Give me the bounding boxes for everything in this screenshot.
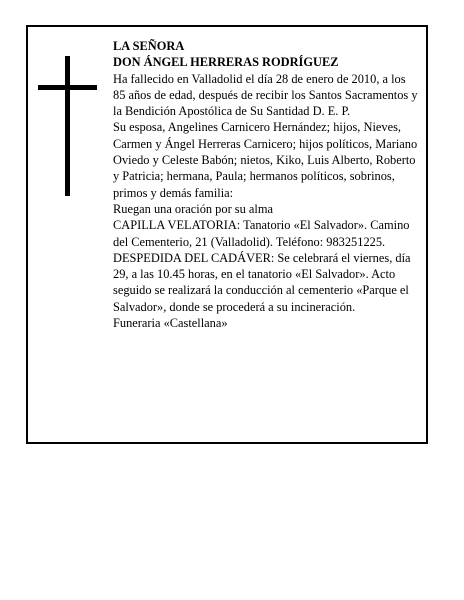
family-list: Su esposa, Angelines Carnicero Hernández; hijos, Nieves, Carmen y Ángel Herreras Carnicero; hijos políticos, Mariano Oviedo y Celeste Babón; nietos, Kiko, Luis Alberto, Roberto y Patricia; hermana, Paula; hermanos políticos, sobrinos, primos y demás familia: [113,120,418,200]
death-notice: Ha fallecido en Valladolid el día 28 de enero de 2010, a los 85 años de edad, después de recibir los Santos Sacramentos y la Bendición Apostólica de Su Santidad D. E. P. [113,71,418,119]
title-line-1: LA SEÑORA [113,39,185,53]
cross-vertical-bar [65,56,70,196]
prayer-request: Ruegan una oración por su alma [113,201,273,216]
cross-horizontal-bar [38,85,97,90]
obituary-text [113,38,421,331]
funeral-home: Funeraria «Castellana» [113,316,228,331]
chapel-info: CAPILLA VELATORIA: Tanatorio «El Salvador». Camino del Cementerio, 21 (Valladolid). Teléfono: 983251225. [113,218,410,249]
deceased-name: DON ÁNGEL HERRERAS RODRÍGUEZ [113,55,339,70]
farewell-info: DESPEDIDA DEL CADÁVER: Se celebrará el viernes, día 29, a las 10.45 horas, en el tanatorio «El Salvador». Acto seguido se realizará la conducción al cementerio «Parque el Salvador», donde se procederá a su incineración. [113,250,411,314]
